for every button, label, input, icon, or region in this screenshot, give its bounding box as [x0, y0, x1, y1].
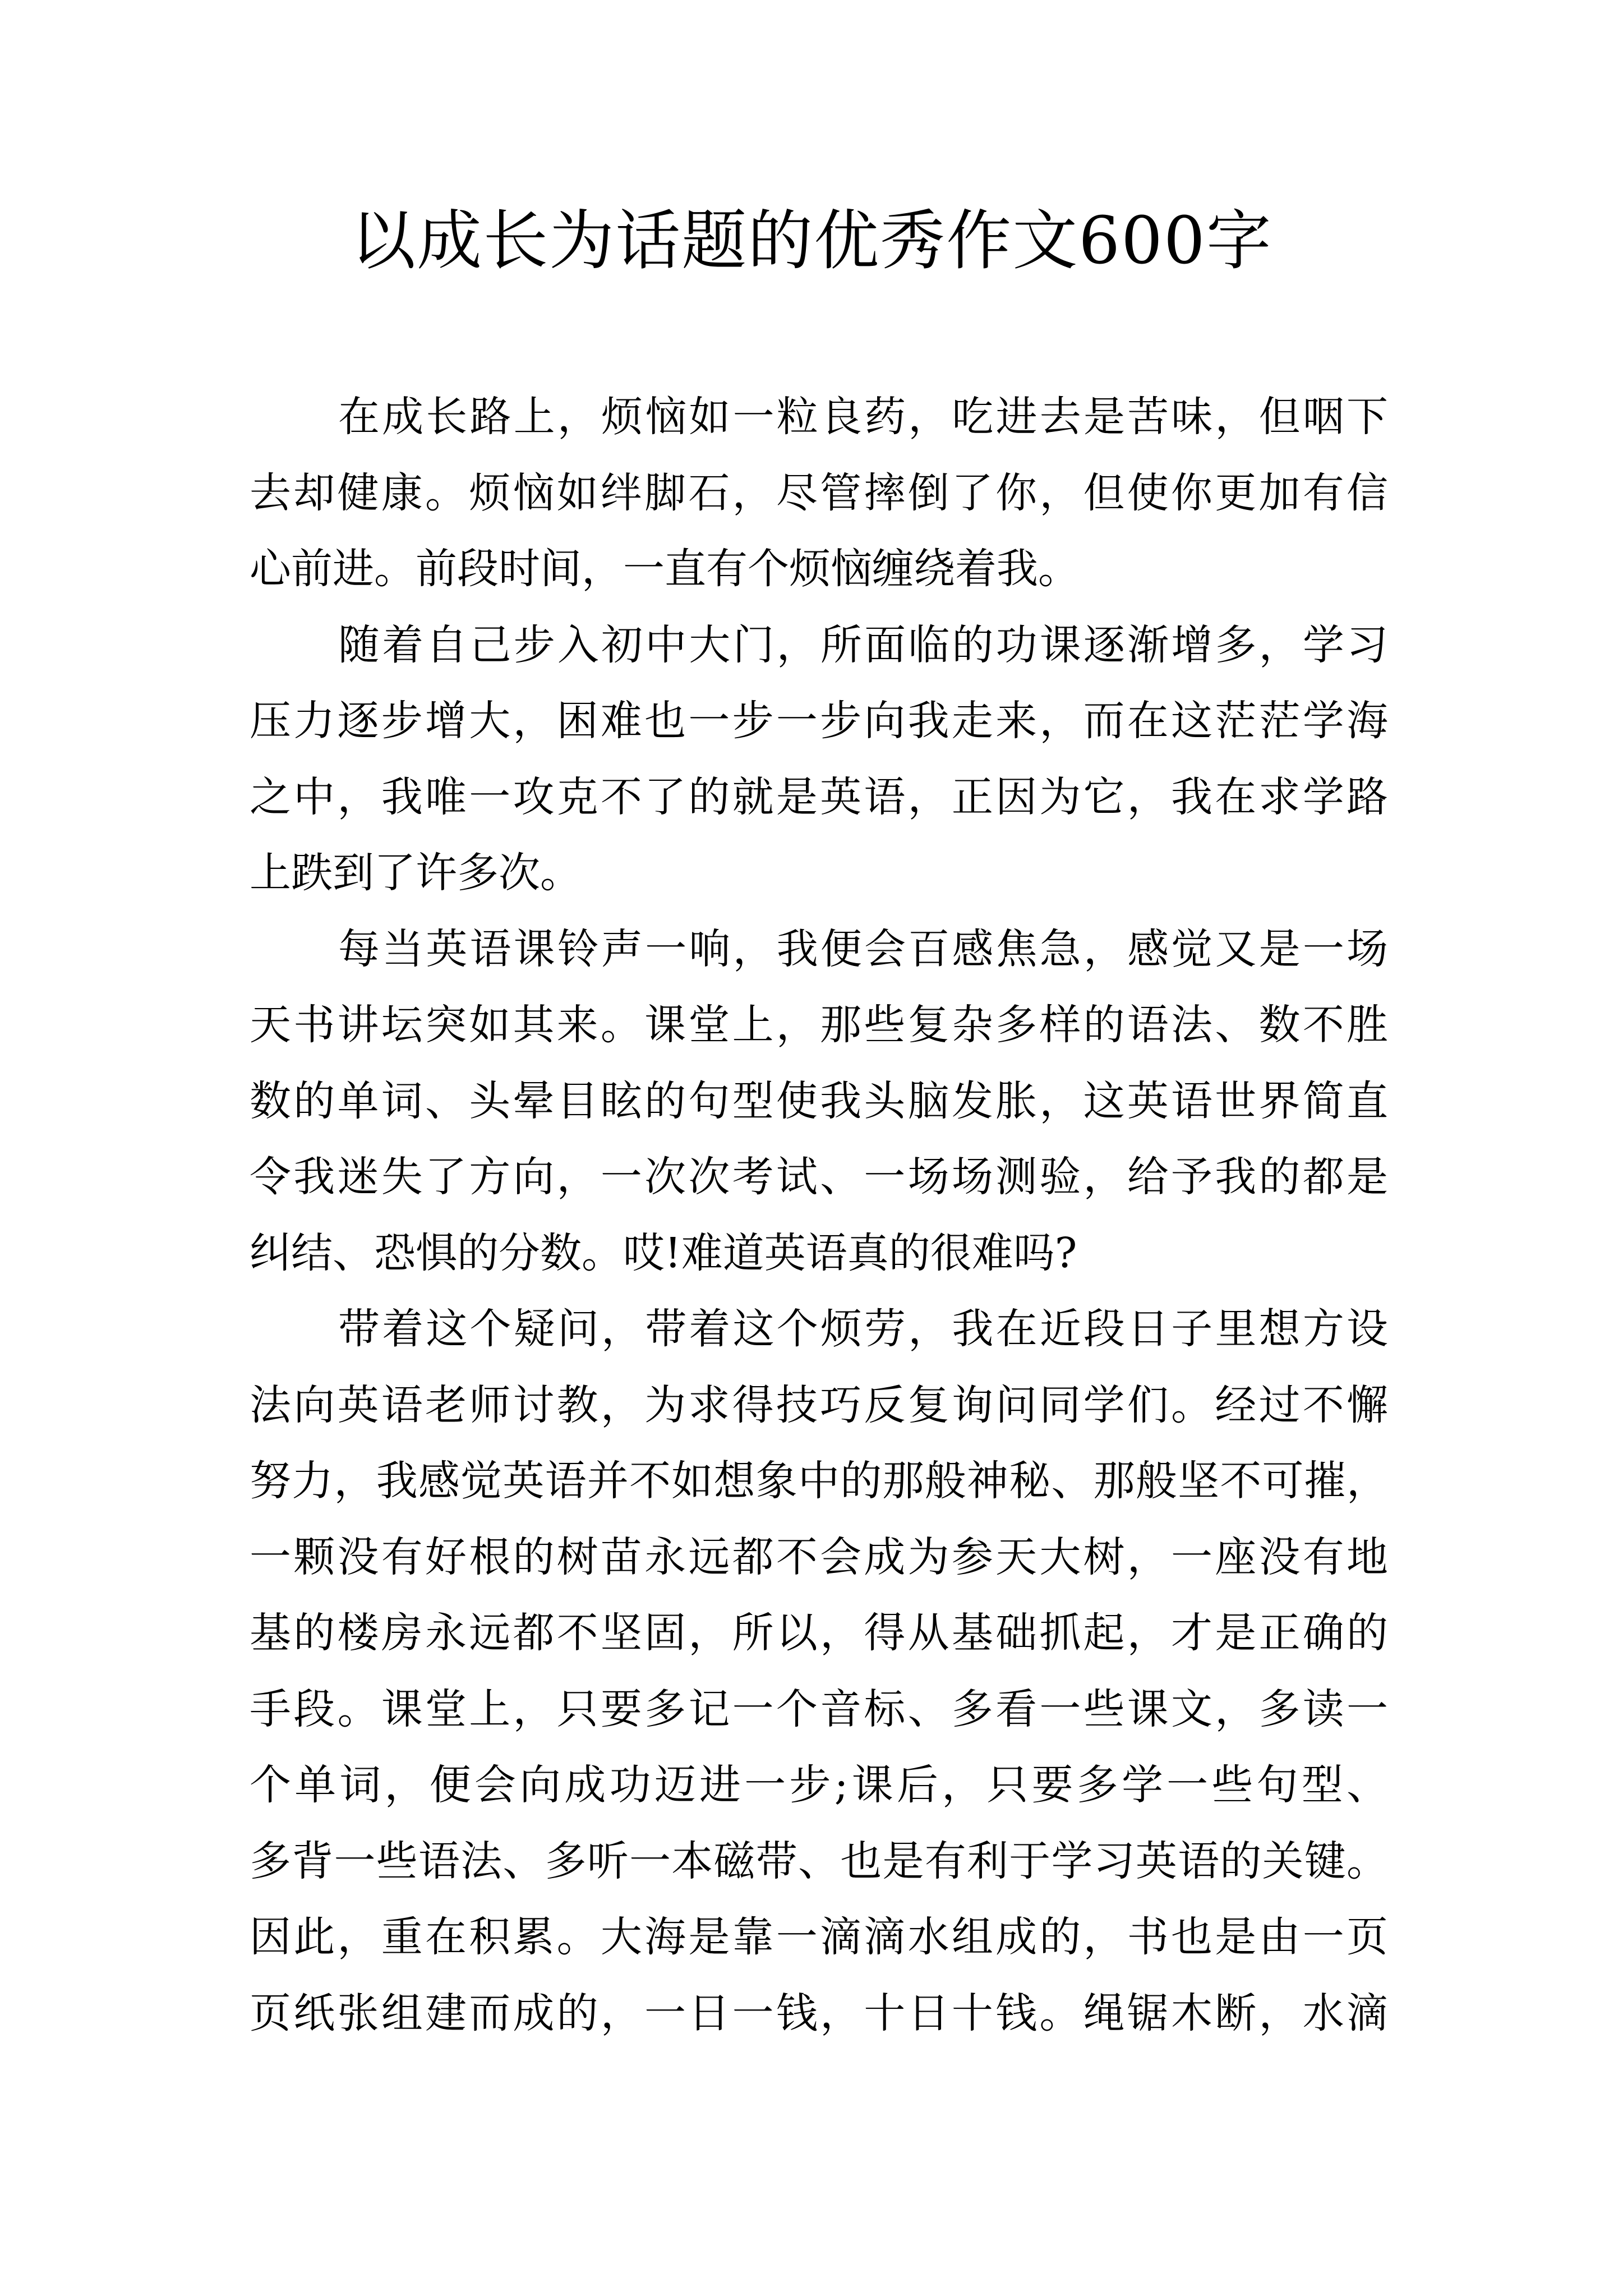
paragraph-line: 基的楼房永远都不坚固，所以，得从基础抓起，才是正确的 — [250, 1609, 1388, 1657]
document-body — [250, 379, 1388, 2051]
paragraph-line: 多背一些语法、多听一本磁带、也是有利于学习英语的关键。 — [250, 1837, 1388, 1885]
paragraph-line: 手段。课堂上，只要多记一个音标、多看一些课文，多读一 — [250, 1685, 1388, 1733]
paragraph-line: 随着自己步入初中大门，所面临的功课逐渐增多，学习 — [338, 620, 1388, 669]
paragraph-line: 因此，重在积累。大海是靠一滴滴水组成的，书也是由一页 — [250, 1913, 1388, 1961]
document-title: 以成长为话题的优秀作文600字 — [351, 203, 1272, 279]
paragraph-line: 之中，我唯一攻克不了的就是英语，正因为它，我在求学路 — [250, 772, 1388, 821]
paragraph-line: 个单词，便会向成功迈进一步;课后，只要多学一些句型、 — [250, 1761, 1388, 1809]
paragraph-line: 去却健康。烦恼如绊脚石，尽管摔倒了你，但使你更加有信 — [250, 468, 1388, 517]
paragraph-line: 数的单词、头晕目眩的句型使我头脑发胀，这英语世界简直 — [250, 1076, 1388, 1125]
paragraph-line: 在成长路上，烦恼如一粒良药，吃进去是苦味，但咽下 — [338, 393, 1388, 441]
paragraph-line: 带着这个疑问，带着这个烦劳，我在近段日子里想方设 — [338, 1305, 1388, 1353]
paragraph-line: 每当英语课铃声一响，我便会百感焦急，感觉又是一场 — [338, 924, 1388, 973]
paragraph-line: 上跌到了许多次。 — [250, 849, 582, 897]
paragraph-line: 令我迷失了方向，一次次考试、一场场测验，给予我的都是 — [250, 1153, 1388, 1201]
paragraph-line: 法向英语老师讨教，为求得技巧反复询问同学们。经过不懈 — [250, 1381, 1388, 1429]
paragraph-line: 一颗没有好根的树苗永远都不会成为参天大树，一座没有地 — [250, 1533, 1388, 1581]
paragraph-line: 努力，我感觉英语并不如想象中的那般神秘、那般坚不可摧， — [250, 1457, 1388, 1505]
paragraph-line: 纠结、恐惧的分数。哎!难道英语真的很难吗? — [250, 1228, 1077, 1277]
paragraph-line: 天书讲坛突如其来。课堂上，那些复杂多样的语法、数不胜 — [250, 1001, 1388, 1049]
paragraph-line: 页纸张组建而成的，一日一钱，十日十钱。绳锯木断，水滴 — [250, 1989, 1388, 2037]
paragraph-line: 心前进。前段时间，一直有个烦恼缠绕着我。 — [250, 545, 1080, 593]
paragraph-line: 压力逐步增大，困难也一步一步向我走来，而在这茫茫学海 — [250, 697, 1388, 745]
